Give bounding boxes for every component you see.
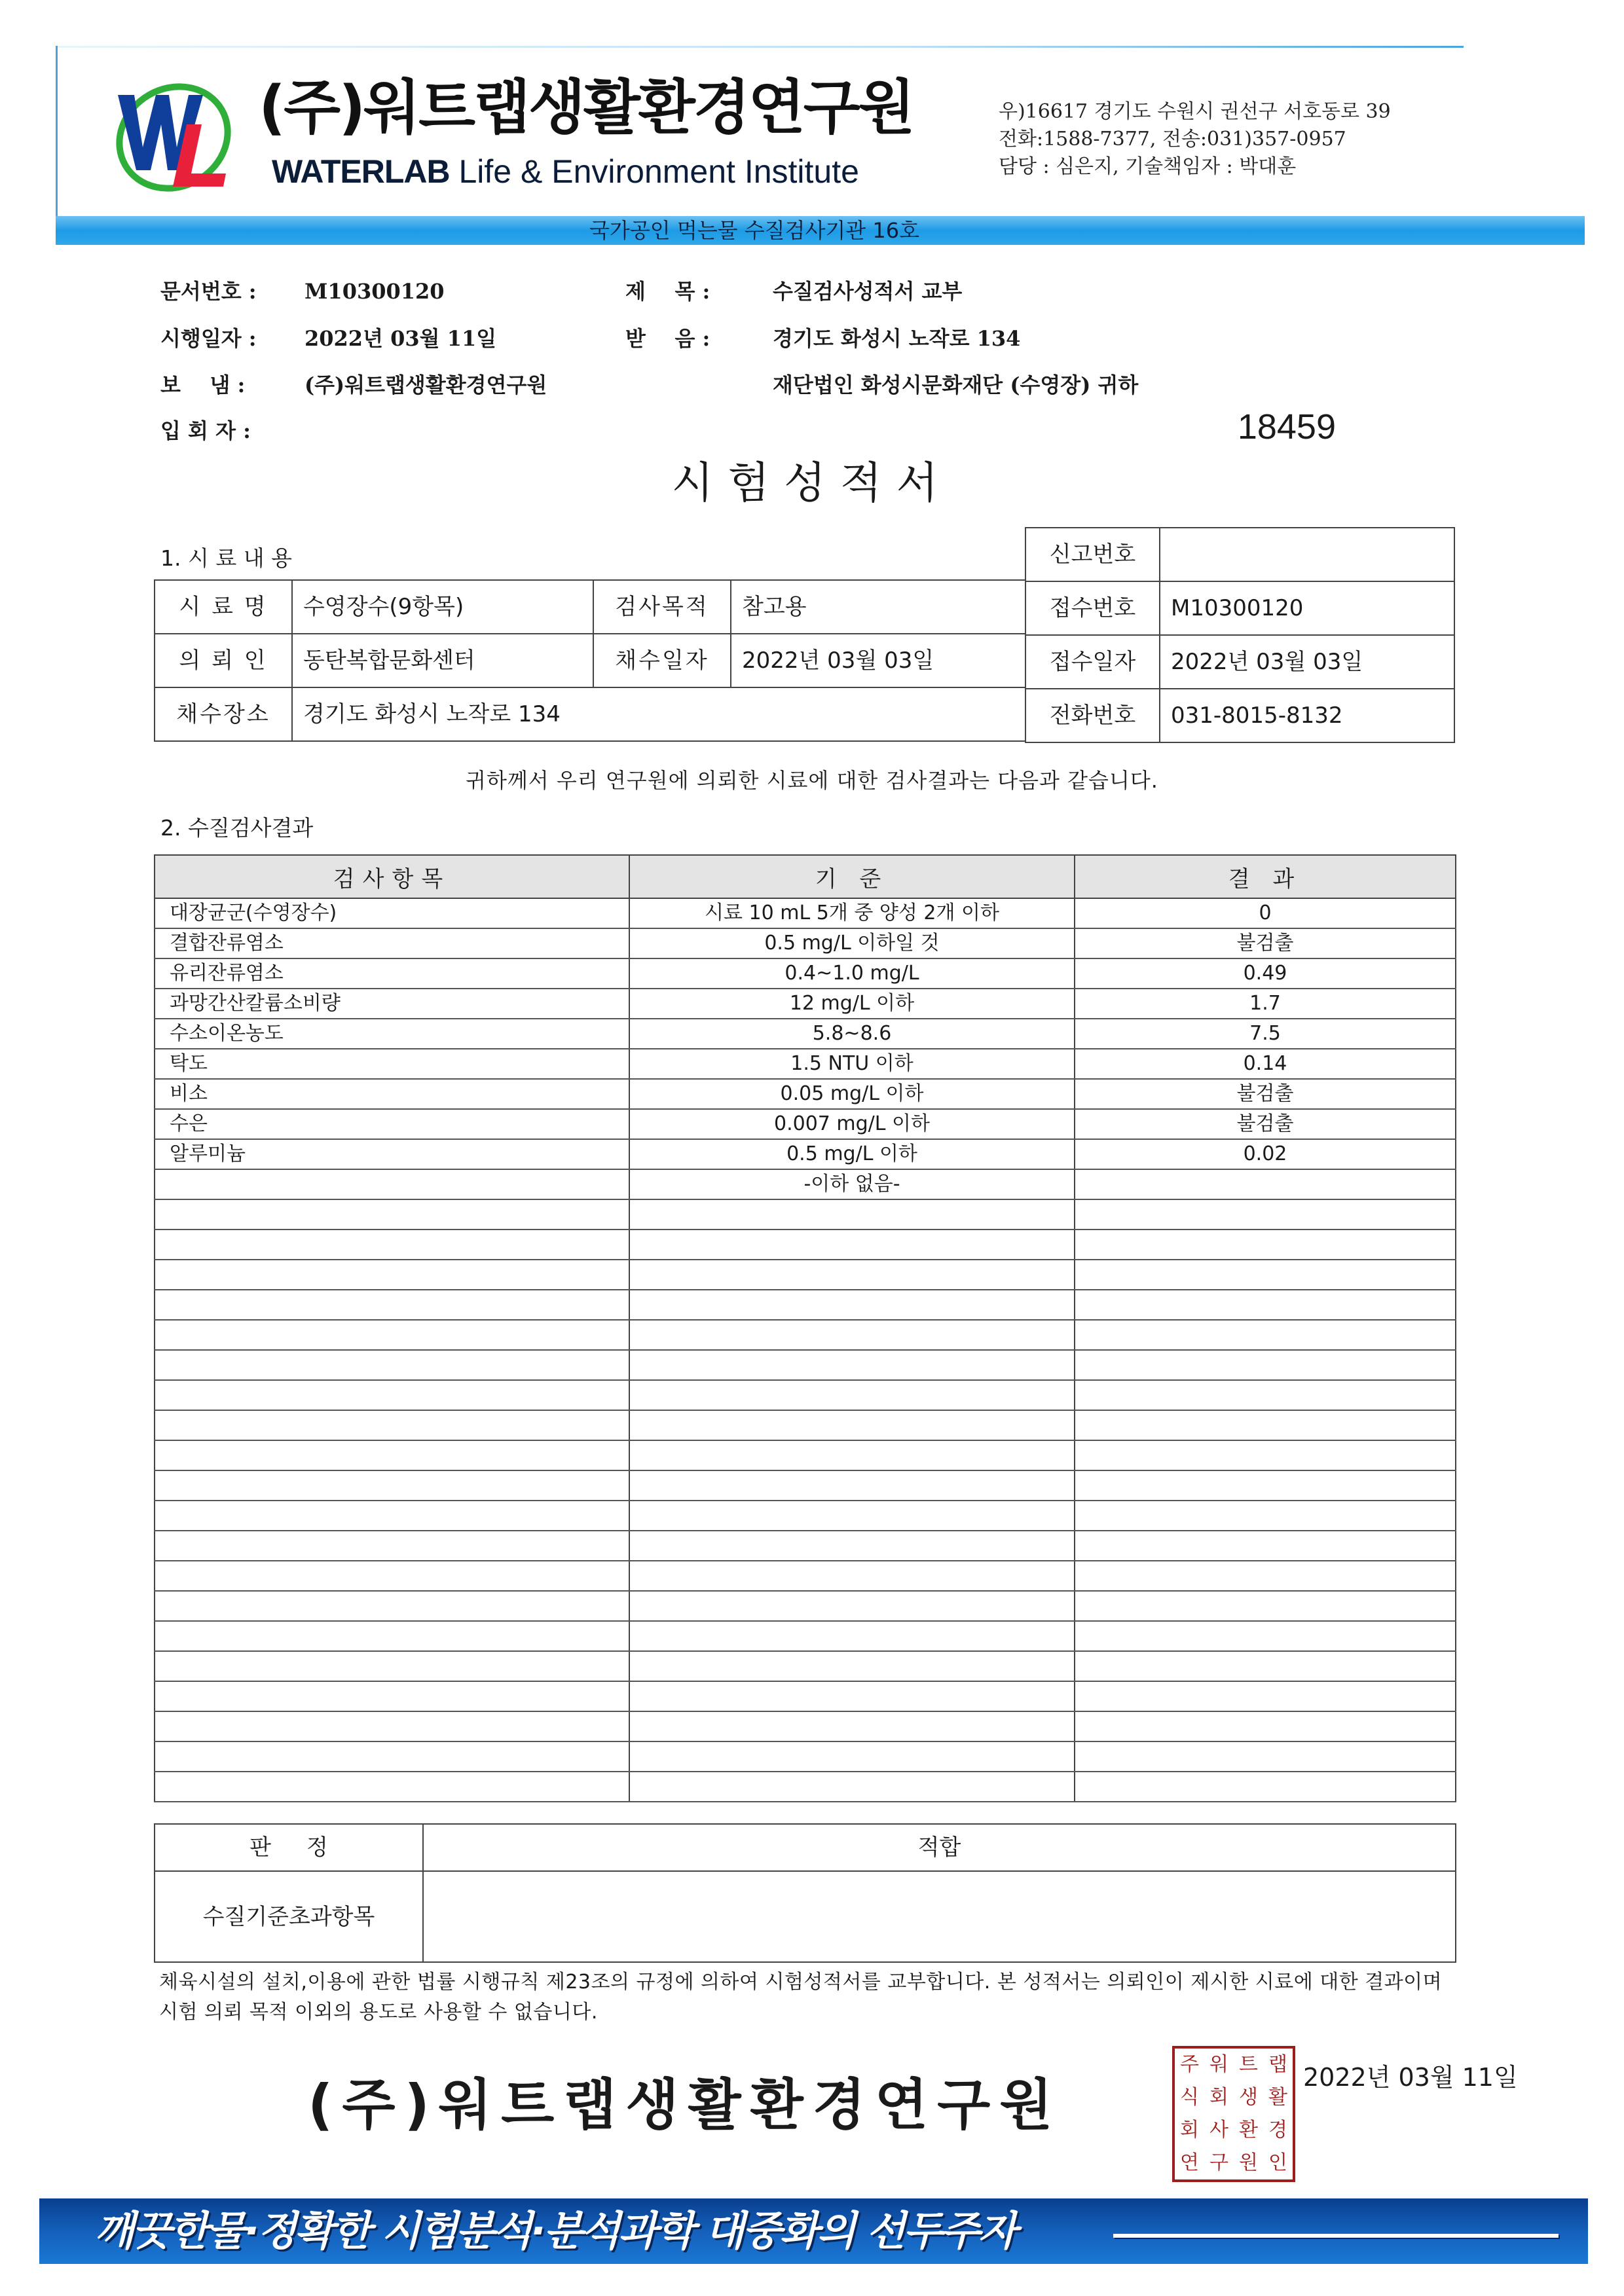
seal-char: 환 [1239,2119,1258,2141]
result-standard: -이하 없음- [629,1169,1075,1199]
empty-cell [155,1501,629,1531]
receipt-date-label: 접수일자 [1025,635,1160,689]
result-standard: 0.05 mg/L 이하 [629,1079,1075,1109]
serial-number: 18459 [1237,407,1336,446]
empty-cell [155,1681,629,1711]
result-value: 불검출 [1075,1079,1456,1109]
receipt-no-value: M10300120 [1160,581,1454,635]
doc-no-label: 문서번호 : [160,279,257,304]
empty-cell [629,1440,1075,1470]
doc-no-value: M10300120 [304,279,445,304]
empty-result-row [155,1711,1456,1741]
result-value: 0 [1075,898,1456,928]
result-row [155,1019,1456,1049]
sender-value: (주)워트랩생활환경연구원 [304,373,547,397]
empty-result-row [155,1260,1456,1290]
empty-cell [1075,1199,1456,1230]
empty-cell [155,1320,629,1350]
empty-cell [155,1772,629,1802]
client-value: 동탄복합문화센터 [292,634,593,687]
receipt-info-table [1025,527,1455,743]
empty-cell [1075,1681,1456,1711]
sample-row [155,580,1025,634]
empty-result-row [155,1681,1456,1711]
result-row [155,958,1456,989]
empty-cell [629,1561,1075,1591]
seal-char: 생 [1239,2086,1258,2109]
empty-cell [155,1350,629,1380]
empty-cell [629,1260,1075,1290]
contact-line: 담당 : 심은지, 기술책임자 : 박대훈 [999,155,1297,178]
result-item: 수소이온농도 [155,1019,629,1049]
result-value: 1.7 [1075,989,1456,1019]
empty-cell [1075,1320,1456,1350]
empty-cell [155,1651,629,1681]
seal-char: 주 [1180,2053,1199,2076]
sampling-date-label: 채수일자 [593,634,731,687]
header-top-rule [56,46,1464,48]
seal-char: 구 [1209,2151,1228,2174]
empty-cell [1075,1651,1456,1681]
receipt-row [1025,635,1454,689]
purpose-label: 검사목적 [593,580,731,634]
result-row [155,898,1456,928]
receipt-no-label: 접수번호 [1025,581,1160,635]
result-item: 수은 [155,1109,629,1139]
empty-cell [1075,1561,1456,1591]
empty-cell [1075,1711,1456,1741]
slogan-rule [1113,2234,1559,2238]
result-item: 결합잔류염소 [155,928,629,958]
recipient-name: 재단법인 화성시문화재단 (수영장) 귀하 [773,373,1139,397]
empty-cell [629,1772,1075,1802]
empty-cell [629,1531,1075,1561]
result-value: 0.02 [1075,1139,1456,1169]
empty-cell [1075,1410,1456,1440]
seal-char: 사 [1209,2119,1228,2141]
empty-result-row [155,1741,1456,1772]
results-header-row [155,855,1456,898]
result-value: 0.14 [1075,1049,1456,1079]
empty-cell [155,1711,629,1741]
seal-char: 회 [1180,2119,1199,2141]
seal-char: 활 [1268,2086,1287,2109]
empty-result-row [155,1290,1456,1320]
empty-cell [1075,1380,1456,1410]
result-row [155,1109,1456,1139]
seal-char: 회 [1209,2086,1228,2109]
seal-char: 인 [1268,2151,1287,2174]
empty-cell [155,1621,629,1651]
empty-cell [1075,1230,1456,1260]
empty-result-row [155,1772,1456,1802]
judgement-row [155,1824,1456,1871]
client-label: 의 뢰 인 [155,634,292,687]
empty-cell [629,1651,1075,1681]
waterlab-logo-icon [105,75,236,193]
phone-value: 031-8015-8132 [1160,689,1454,742]
empty-result-row [155,1591,1456,1621]
empty-cell [155,1591,629,1621]
date-label: 시행일자 : [160,326,257,351]
result-standard: 0.5 mg/L 이하 [629,1139,1075,1169]
result-row [155,1169,1456,1199]
header-item: 검사항목 [155,855,629,898]
subject-label: 제 목 : [625,279,710,304]
receipt-row [1025,689,1454,742]
empty-cell [155,1230,629,1260]
empty-cell [629,1199,1075,1230]
empty-result-row [155,1199,1456,1230]
seal-char: 연 [1180,2151,1199,2174]
sample-name-value: 수영장수(9항목) [292,580,593,634]
empty-cell [629,1501,1075,1531]
certification-text: 국가공인 먹는물 수질검사기관 16호 [589,218,920,243]
result-item: 탁도 [155,1049,629,1079]
empty-cell [629,1320,1075,1350]
empty-result-row [155,1230,1456,1260]
recipient-address: 경기도 화성시 노작로 134 [773,326,1021,351]
sample-row [155,634,1025,687]
empty-result-row [155,1561,1456,1591]
empty-cell [155,1199,629,1230]
empty-cell [1075,1350,1456,1380]
empty-cell [155,1531,629,1561]
empty-cell [1075,1591,1456,1621]
empty-cell [1075,1470,1456,1501]
sampling-date-value: 2022년 03월 03일 [731,634,1025,687]
result-row [155,1049,1456,1079]
empty-result-row [155,1350,1456,1380]
sender-label: 보 냄 : [160,373,246,397]
result-row [155,1079,1456,1109]
footer-slogan: 깨끗한물·정확한 시험분석·분석과학 대중화의 선두주자 [95,2207,1016,2255]
empty-cell [155,1290,629,1320]
exceed-value [423,1871,1456,1962]
header-standard: 기 준 [629,855,1075,898]
empty-result-row [155,1470,1456,1501]
result-item: 과망간산칼륨소비량 [155,989,629,1019]
empty-cell [629,1621,1075,1651]
empty-cell [155,1741,629,1772]
document-title: 시험성적서 [671,458,953,508]
result-item: 알루미늄 [155,1139,629,1169]
exceed-label: 수질기준초과항목 [155,1871,423,1962]
phone-line: 전화:1588-7377, 전송:031)357-0957 [999,128,1346,151]
sample-row [155,687,1025,741]
result-standard: 5.8~8.6 [629,1019,1075,1049]
empty-cell [1075,1501,1456,1531]
date-value: 2022년 03월 11일 [304,326,497,351]
company-name-en [272,152,859,191]
empty-result-row [155,1621,1456,1651]
empty-cell [1075,1531,1456,1561]
receipt-row [1025,581,1454,635]
result-row [155,928,1456,958]
empty-cell [629,1681,1075,1711]
company-name-ko: (주)워트랩생활환경연구원 [259,73,913,142]
judgement-table [154,1823,1456,1963]
header-result: 결 과 [1075,855,1456,898]
legal-statement: 체육시설의 설치,이용에 관한 법률 시행규칙 제23조의 규정에 의하여 시험성적서를 교부합니다. 본 성적서는 의뢰인이 제시한 시료에 대한 결과이며 시험 의뢰 목적 이외의 용도로 사용할 수 없습니다. [159,1971,1443,2024]
empty-cell [629,1591,1075,1621]
witness-label: 입 회 자 : [160,418,251,443]
empty-result-row [155,1501,1456,1531]
sampling-site-label: 채수장소 [155,687,292,741]
judgement-value: 적합 [423,1824,1456,1871]
phone-label: 전화번호 [1025,689,1160,742]
empty-cell [1075,1440,1456,1470]
empty-cell [629,1470,1075,1501]
result-value [1075,1169,1456,1199]
result-standard: 0.4~1.0 mg/L [629,958,1075,989]
recipient-label: 받 음 : [625,326,710,351]
seal-char: 원 [1239,2151,1258,2174]
empty-cell [629,1380,1075,1410]
result-item: 유리잔류염소 [155,958,629,989]
empty-cell [155,1561,629,1591]
result-standard: 1.5 NTU 이하 [629,1049,1075,1079]
empty-result-row [155,1531,1456,1561]
result-value: 0.49 [1075,958,1456,989]
empty-cell [1075,1260,1456,1290]
report-no-label: 신고번호 [1025,528,1160,581]
seal-char: 식 [1180,2086,1199,2109]
seal-char: 경 [1268,2119,1287,2141]
empty-cell [155,1470,629,1501]
seal-char: 워 [1209,2053,1228,2076]
issuer-name: (주)워트랩생활환경연구원 [308,2073,1062,2137]
result-value: 7.5 [1075,1019,1456,1049]
empty-result-row [155,1320,1456,1350]
result-row [155,989,1456,1019]
result-standard: 시료 10 mL 5개 중 양성 2개 이하 [629,898,1075,928]
receipt-row [1025,528,1454,581]
section-results-label: 2. 수질검사결과 [160,815,314,841]
empty-result-row [155,1380,1456,1410]
empty-result-row [155,1651,1456,1681]
empty-cell [629,1410,1075,1440]
empty-cell [629,1350,1075,1380]
empty-cell [155,1440,629,1470]
sample-info-table [154,579,1026,742]
receipt-date-value: 2022년 03월 03일 [1160,635,1454,689]
empty-cell [629,1290,1075,1320]
empty-cell [1075,1621,1456,1651]
sample-name-label: 시 료 명 [155,580,292,634]
subject-value: 수질검사성적서 교부 [773,279,963,304]
results-notice: 귀하께서 우리 연구원에 의뢰한 시료에 대한 검사결과는 다음과 같습니다. [466,768,1158,793]
result-row [155,1139,1456,1169]
company-name-en-bold: WATERLAB [272,153,450,190]
report-no-value [1160,528,1454,581]
section-sample-label: 1. 시 료 내 용 [160,545,292,571]
exceed-row [155,1871,1456,1962]
result-standard: 0.007 mg/L 이하 [629,1109,1075,1139]
purpose-value: 참고용 [731,580,1025,634]
header-left-rule [56,46,58,242]
empty-result-row [155,1410,1456,1440]
empty-cell [629,1711,1075,1741]
result-item: 비소 [155,1079,629,1109]
result-standard: 0.5 mg/L 이하일 것 [629,928,1075,958]
sampling-site-value: 경기도 화성시 노작로 134 [292,687,1025,741]
result-standard: 12 mg/L 이하 [629,989,1075,1019]
empty-cell [155,1410,629,1440]
company-name-en-rest: Life & Environment Institute [458,153,859,190]
empty-cell [1075,1741,1456,1772]
empty-cell [155,1260,629,1290]
issue-date: 2022년 03월 11일 [1303,2063,1518,2092]
result-item: 대장균군(수영장수) [155,898,629,928]
results-table [154,854,1456,1802]
address-line: 우)16617 경기도 수원시 권선구 서호동로 39 [999,100,1391,123]
empty-cell [1075,1772,1456,1802]
company-seal-icon [1172,2046,1295,2182]
empty-result-row [155,1440,1456,1470]
empty-cell [155,1380,629,1410]
judgement-label: 판 정 [155,1824,423,1871]
empty-cell [629,1741,1075,1772]
seal-char: 트 [1239,2053,1258,2076]
seal-char: 랩 [1268,2053,1287,2076]
empty-cell [1075,1290,1456,1320]
empty-cell [629,1230,1075,1260]
result-value: 불검출 [1075,928,1456,958]
result-item [155,1169,629,1199]
company-address-block [999,98,1391,181]
result-value: 불검출 [1075,1109,1456,1139]
